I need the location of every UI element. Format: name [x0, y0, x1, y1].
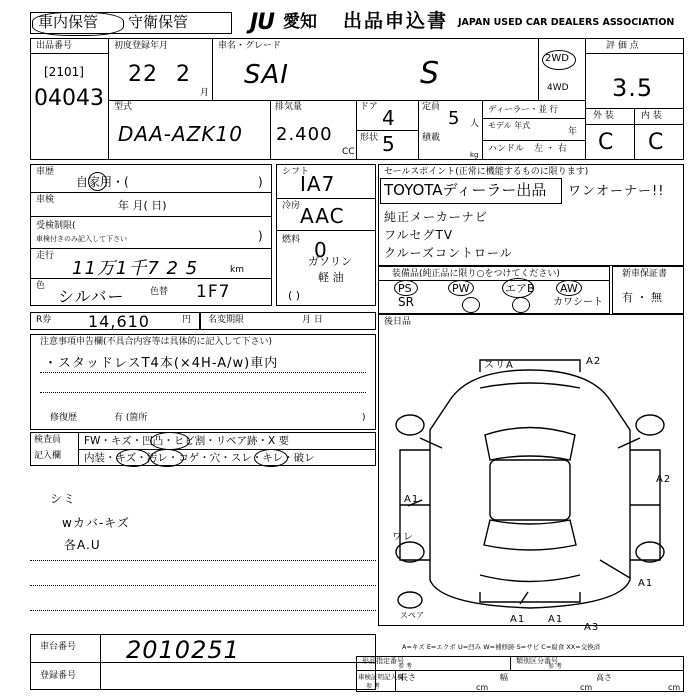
fuel-gasoline: ガソリン	[308, 255, 352, 268]
doors-value: 4	[382, 106, 396, 130]
sales-point-2: 純正メーカーナビ	[384, 210, 488, 224]
class-number-label: 類別区分番号	[516, 657, 558, 665]
load-unit: kg	[470, 151, 479, 159]
newcar-warranty-options: 有 ・ 無	[622, 291, 662, 304]
drive-2wd-circle	[542, 50, 576, 70]
score-value: 3.5	[612, 74, 654, 102]
shift-label: シフト	[282, 167, 310, 177]
inspection-label: 車検	[36, 195, 55, 205]
repair-history-close: )	[362, 413, 366, 423]
lot-number: 04043	[34, 86, 104, 111]
damage-mark-1: スリA	[484, 360, 514, 371]
damage-mark-5: ワレ	[392, 532, 414, 543]
displacement-unit: CC	[342, 147, 355, 157]
damage-mark-2: A2	[586, 356, 602, 367]
damage-mark-4: A2	[656, 474, 672, 485]
load-label: 積載	[422, 133, 441, 143]
grade-value: S	[420, 56, 441, 91]
cert-entry-ref: 参 考	[366, 683, 380, 690]
car-name-label: 車名・グレード	[218, 41, 282, 51]
association-name: JAPAN USED CAR DEALERS ASSOCIATION	[458, 17, 675, 28]
name-change-label: 名変期限	[208, 315, 245, 325]
form-title: 出品申込書	[343, 10, 449, 32]
reg-month-unit: 月	[200, 88, 210, 98]
inspector-note-1: シミ	[50, 492, 77, 506]
sales-point-3: フルセグTV	[384, 228, 454, 242]
shape-designation-ref: 参 考	[398, 663, 412, 670]
color-label: 色	[36, 281, 46, 291]
tag-indoor-storage: 車内保管	[38, 13, 99, 31]
shape-designation-label: 形品指定番号	[362, 657, 404, 665]
chassis-number-value: 2010251	[126, 636, 240, 664]
damage-mark-7: A1	[510, 614, 526, 625]
inspector-label: 検査員	[34, 435, 62, 445]
equip-pw-circle	[448, 280, 474, 296]
length-unit: cm	[476, 683, 489, 692]
damage-mark-6: A1	[638, 578, 654, 589]
interior-grade: C	[648, 130, 665, 155]
accepted-note: 車検付きのみ記入して下さい	[36, 235, 127, 243]
registration-number-label: 登録番号	[40, 671, 77, 681]
equip-pw: PW	[452, 282, 470, 295]
shift-value: IA7	[300, 172, 336, 196]
model-year-label: モデル 年式	[488, 121, 531, 130]
class-number-ref: 参 考	[548, 663, 562, 670]
wear-circle	[254, 449, 288, 467]
history-label: 車歴	[36, 167, 55, 177]
equip-ps-circle	[394, 280, 418, 296]
recycle-ticket-value: 14,610	[88, 312, 150, 331]
shape-value: 5	[382, 132, 396, 156]
accepted-label: 受検制限(	[36, 221, 76, 231]
recycle-ticket-unit: 円	[182, 315, 192, 325]
fuel-diesel: 軽 油	[318, 271, 344, 284]
drive-4wd: 4WD	[547, 83, 569, 93]
equip-aw-circle	[556, 280, 582, 296]
fuel-mark: 0	[314, 238, 328, 262]
accepted-close: )	[258, 229, 263, 243]
repaint-label: 色替	[150, 287, 169, 297]
inspector-note-3: 各A.U	[64, 538, 101, 552]
sales-point-4: クルーズコントロール	[384, 246, 513, 260]
exterior-grade: C	[598, 130, 615, 155]
score-label: 評 価 点	[606, 41, 639, 51]
car-name-value: SAI	[244, 60, 289, 90]
inspection-date-units: 年 月( 日)	[118, 199, 167, 212]
displacement-label: 排気量	[275, 102, 303, 112]
inspector-exterior-terms: FW・キズ・凹凸・ヒビ割・リペア跡・X 要	[84, 435, 290, 447]
stain-circle	[150, 449, 184, 467]
repair-history-value: 有 (箇所	[114, 413, 148, 423]
length-label: 長さ	[400, 673, 416, 682]
car-damage-diagram	[380, 330, 682, 626]
handle-options: 左 ・ 右	[534, 144, 567, 154]
newcar-warranty-label: 新車保証書	[622, 269, 668, 279]
height-label: 高さ	[596, 673, 612, 682]
year-unit: 年	[568, 127, 578, 137]
tag1-circle	[32, 12, 124, 36]
capacity-value: 5	[448, 108, 461, 129]
dealer-label: ディーラー・並 行	[488, 105, 559, 115]
recycle-ticket-label: R券	[36, 315, 52, 325]
handle-label: ハンドル	[488, 144, 525, 154]
width-label: 幅	[500, 673, 508, 682]
inspector-entry-label: 記入欄	[34, 451, 62, 461]
spare-label: スペア	[400, 611, 424, 620]
equip-airbag-circle	[502, 278, 534, 298]
damage-mark-9: A3	[584, 622, 600, 633]
displacement-value: 2.400	[276, 124, 333, 145]
private-use-circle	[88, 172, 107, 191]
lot-number-label: 出品番号	[36, 41, 73, 51]
fuel-label: 燃料	[282, 235, 301, 245]
history-close: )	[258, 175, 263, 189]
cert-entry-label: 車検証明記入欄	[358, 673, 404, 681]
repair-history-label: 修復歴	[50, 413, 78, 423]
notes-block	[30, 334, 376, 430]
mileage-value: 11万1千7 2 5	[72, 258, 199, 279]
capacity-label: 定員	[422, 102, 441, 112]
damage-legend: A=キズ E=エクボ U=凹み W=補修跡 S=サビ C=腐食 XX=交換済	[402, 643, 601, 651]
scratch-circle	[116, 449, 150, 467]
inspector-note-2: wカバ-キズ	[62, 516, 130, 530]
fuel-other: ( )	[288, 289, 301, 302]
first-registration-label: 初度登録年月	[114, 41, 169, 51]
model-code-label: 型式	[114, 102, 133, 112]
damage-mark-3: A1	[404, 494, 420, 505]
equip-mark-circle	[462, 297, 480, 313]
capacity-unit: 人	[470, 119, 480, 129]
color-value: シルバー	[58, 287, 125, 306]
equip-mark2-circle	[512, 297, 530, 313]
region-label: 愛知	[283, 12, 317, 32]
reg-year: 22	[128, 62, 158, 87]
mileage-label: 走行	[36, 251, 55, 261]
later-items-label: 後日品	[384, 317, 412, 327]
equip-seat: カワシート	[553, 297, 603, 308]
ac-label: 冷房	[282, 201, 301, 211]
interior-label: 内 装	[641, 111, 662, 121]
exterior-label: 外 装	[593, 111, 614, 121]
equip-sr: SR	[398, 295, 414, 309]
history-value: 自家用・(	[76, 175, 129, 189]
reg-month: 2	[176, 62, 191, 87]
mileage-unit: km	[230, 265, 244, 275]
name-change-units: 月 日	[302, 315, 323, 325]
drive-2wd: 2WD	[545, 53, 569, 64]
ju-logo: JU	[250, 10, 275, 35]
equipment-label: 装備品(純正品に限り○をつけてください)	[392, 269, 560, 279]
ac-value: AAC	[300, 204, 345, 228]
equip-airbag: エアB	[505, 282, 535, 295]
sales-point-1b: ワンオーナー!!	[568, 184, 665, 199]
sales-points-label: セールスポイント(正常に機能するものに限ります)	[384, 167, 589, 177]
equip-ps: PS	[398, 282, 412, 295]
model-code-value: DAA-AZK10	[118, 122, 243, 146]
sales-point-1: TOYOTAディーラー出品	[384, 181, 547, 199]
height-unit: cm	[668, 683, 681, 692]
dent-circle	[150, 432, 190, 450]
width-unit: cm	[580, 683, 593, 692]
notes-value: ・スタッドレスT4本(×4H-A/w)車内	[44, 356, 279, 371]
doors-label: ドア	[360, 102, 378, 112]
notes-label: 注意事項申告欄(不具合内容等は具体的に記入して下さい)	[40, 337, 273, 347]
chassis-number-label: 車台番号	[40, 642, 77, 652]
tag-guard-storage: 守衛保管	[128, 13, 189, 31]
inspector-interior-terms: 内装・キズ・汚レ・コゲ・穴・スレ・キレ・破レ	[84, 452, 315, 464]
equip-aw: AW	[560, 282, 578, 295]
lot-code: [2101]	[44, 65, 84, 79]
damage-mark-8: A1	[548, 614, 564, 625]
repaint-value: 1F7	[196, 282, 231, 302]
shape-label: 形状	[360, 133, 379, 143]
